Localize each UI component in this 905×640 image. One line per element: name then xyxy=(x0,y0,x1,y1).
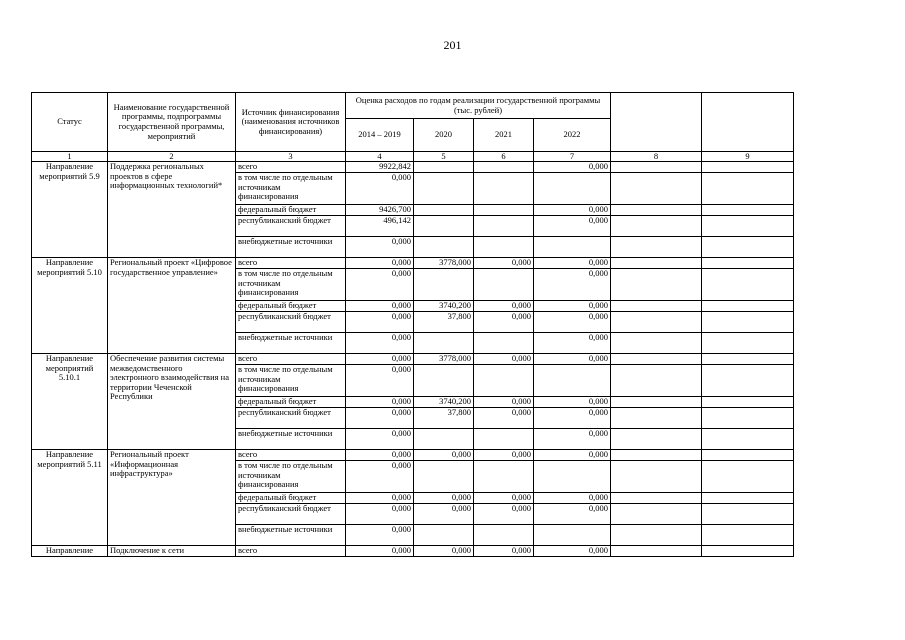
value-cell xyxy=(414,173,474,205)
source-cell: федеральный бюджет xyxy=(236,493,346,504)
value-cell: 0,000 xyxy=(346,237,414,258)
value-cell xyxy=(474,461,534,493)
value-cell: 0,000 xyxy=(346,397,414,408)
value-cell xyxy=(414,333,474,354)
value-cell xyxy=(702,408,794,429)
value-cell: 0,000 xyxy=(534,408,611,429)
column-number: 6 xyxy=(474,152,534,162)
value-cell: 0,000 xyxy=(534,301,611,312)
header-year-2024 xyxy=(702,93,794,152)
value-cell xyxy=(702,269,794,301)
value-cell xyxy=(534,365,611,397)
value-cell xyxy=(534,461,611,493)
column-number: 3 xyxy=(236,152,346,162)
value-cell xyxy=(611,237,702,258)
value-cell: 0,000 xyxy=(346,504,414,525)
source-cell: всего xyxy=(236,162,346,173)
source-cell: всего xyxy=(236,546,346,557)
value-cell xyxy=(611,408,702,429)
value-cell xyxy=(702,173,794,205)
value-cell xyxy=(702,397,794,408)
value-cell: 0,000 xyxy=(534,269,611,301)
value-cell xyxy=(414,162,474,173)
source-cell: в том числе по отдельным источникам финансирования xyxy=(236,173,346,205)
value-cell xyxy=(702,429,794,450)
value-cell: 0,000 xyxy=(414,546,474,557)
value-cell: 0,000 xyxy=(534,450,611,461)
value-cell: 0,000 xyxy=(346,365,414,397)
value-cell xyxy=(611,429,702,450)
value-cell: 0,000 xyxy=(534,546,611,557)
value-cell: 0,000 xyxy=(534,312,611,333)
value-cell: 0,000 xyxy=(346,450,414,461)
value-cell: 0,000 xyxy=(534,333,611,354)
value-cell xyxy=(702,312,794,333)
value-cell xyxy=(702,493,794,504)
value-cell: 0,000 xyxy=(346,333,414,354)
value-cell xyxy=(534,173,611,205)
value-cell xyxy=(702,333,794,354)
value-cell: 0,000 xyxy=(474,301,534,312)
header-year: 2014 – 2019 xyxy=(346,119,414,152)
status-cell: Направление мероприятий 5.10.1 xyxy=(32,354,108,450)
source-cell: в том числе по отдельным источникам финансирования xyxy=(236,461,346,493)
source-cell: республиканский бюджет xyxy=(236,216,346,237)
header-year: 2022 xyxy=(534,119,611,152)
value-cell xyxy=(611,450,702,461)
value-cell: 0,000 xyxy=(414,450,474,461)
value-cell xyxy=(611,301,702,312)
value-cell: 9922,842 xyxy=(346,162,414,173)
value-cell xyxy=(611,504,702,525)
value-cell xyxy=(414,429,474,450)
value-cell xyxy=(474,525,534,546)
value-cell xyxy=(611,546,702,557)
value-cell xyxy=(611,525,702,546)
source-cell: в том числе по отдельным источникам финансирования xyxy=(236,269,346,301)
value-cell xyxy=(702,354,794,365)
value-cell xyxy=(474,173,534,205)
value-cell xyxy=(611,258,702,269)
table-row xyxy=(32,162,794,173)
value-cell: 0,000 xyxy=(474,354,534,365)
source-cell: республиканский бюджет xyxy=(236,312,346,333)
value-cell: 37,800 xyxy=(414,312,474,333)
source-cell: республиканский бюджет xyxy=(236,504,346,525)
value-cell xyxy=(474,333,534,354)
source-cell: федеральный бюджет xyxy=(236,397,346,408)
source-cell: республиканский бюджет xyxy=(236,408,346,429)
value-cell xyxy=(611,269,702,301)
measure-name-cell: Региональный проект «Цифровое государственное управление» xyxy=(108,258,236,354)
value-cell xyxy=(702,365,794,397)
header-year: 2020 xyxy=(414,119,474,152)
value-cell: 0,000 xyxy=(474,493,534,504)
value-cell xyxy=(414,205,474,216)
value-cell xyxy=(534,525,611,546)
column-number: 4 xyxy=(346,152,414,162)
value-cell xyxy=(611,365,702,397)
value-cell: 9426,700 xyxy=(346,205,414,216)
value-cell xyxy=(611,461,702,493)
value-cell xyxy=(611,397,702,408)
table-row xyxy=(32,450,794,461)
value-cell: 0,000 xyxy=(534,504,611,525)
header-year: 2021 xyxy=(474,119,534,152)
column-number: 5 xyxy=(414,152,474,162)
value-cell: 0,000 xyxy=(534,205,611,216)
value-cell xyxy=(702,258,794,269)
value-cell xyxy=(611,493,702,504)
column-number: 7 xyxy=(534,152,611,162)
status-cell: Направление мероприятий 5.9 xyxy=(32,162,108,258)
table-body xyxy=(32,162,794,557)
header-year-2023 xyxy=(611,93,702,152)
header-source: Источник финансирования (наименования источников финансирования) xyxy=(236,93,346,152)
value-cell xyxy=(702,162,794,173)
value-cell: 0,000 xyxy=(534,162,611,173)
value-cell: 0,000 xyxy=(346,354,414,365)
value-cell: 0,000 xyxy=(534,354,611,365)
measure-name-cell: Обеспечение развития системы межведомственного электронного взаимодействия на территории Чеченской Республики xyxy=(108,354,236,450)
value-cell xyxy=(611,354,702,365)
value-cell: 0,000 xyxy=(534,429,611,450)
value-cell: 0,000 xyxy=(346,546,414,557)
value-cell xyxy=(611,216,702,237)
value-cell xyxy=(702,461,794,493)
value-cell: 0,000 xyxy=(474,504,534,525)
value-cell: 3740,200 xyxy=(414,397,474,408)
value-cell: 0,000 xyxy=(414,493,474,504)
table-header xyxy=(32,93,794,162)
measure-name-cell: Поддержка региональных проектов в сфере информационных технологий* xyxy=(108,162,236,258)
value-cell: 3778,000 xyxy=(414,258,474,269)
header-status: Статус xyxy=(32,93,108,152)
value-cell: 0,000 xyxy=(346,258,414,269)
value-cell: 0,000 xyxy=(474,546,534,557)
source-cell: федеральный бюджет xyxy=(236,205,346,216)
table-row xyxy=(32,354,794,365)
value-cell xyxy=(702,301,794,312)
table-row xyxy=(32,258,794,269)
value-cell: 0,000 xyxy=(346,269,414,301)
value-cell xyxy=(702,450,794,461)
value-cell: 0,000 xyxy=(346,301,414,312)
value-cell xyxy=(474,162,534,173)
table-row xyxy=(32,546,794,557)
source-cell: внебюджетные источники xyxy=(236,525,346,546)
value-cell: 0,000 xyxy=(346,493,414,504)
value-cell xyxy=(702,205,794,216)
value-cell xyxy=(474,365,534,397)
source-cell: внебюджетные источники xyxy=(236,237,346,258)
value-cell xyxy=(474,237,534,258)
value-cell xyxy=(702,525,794,546)
value-cell xyxy=(414,461,474,493)
column-number: 1 xyxy=(32,152,108,162)
value-cell: 0,000 xyxy=(474,258,534,269)
value-cell: 0,000 xyxy=(474,397,534,408)
budget-table xyxy=(31,92,794,557)
value-cell: 0,000 xyxy=(346,312,414,333)
value-cell: 0,000 xyxy=(346,461,414,493)
page-number: 201 xyxy=(443,38,462,52)
value-cell: 0,000 xyxy=(346,429,414,450)
value-cell xyxy=(702,216,794,237)
value-cell: 3778,000 xyxy=(414,354,474,365)
value-cell xyxy=(474,429,534,450)
value-cell: 0,000 xyxy=(534,493,611,504)
value-cell: 37,800 xyxy=(414,408,474,429)
value-cell: 0,000 xyxy=(414,504,474,525)
column-number: 2 xyxy=(108,152,236,162)
value-cell: 0,000 xyxy=(474,312,534,333)
value-cell: 0,000 xyxy=(534,216,611,237)
source-cell: внебюджетные источники xyxy=(236,429,346,450)
status-cell: Направление xyxy=(32,546,108,557)
value-cell xyxy=(611,173,702,205)
value-cell: 0,000 xyxy=(534,397,611,408)
value-cell: 0,000 xyxy=(534,258,611,269)
source-cell: всего xyxy=(236,450,346,461)
source-cell: всего xyxy=(236,258,346,269)
value-cell xyxy=(534,237,611,258)
status-cell: Направление мероприятий 5.10 xyxy=(32,258,108,354)
column-number: 8 xyxy=(611,152,702,162)
value-cell xyxy=(611,162,702,173)
value-cell: 0,000 xyxy=(474,450,534,461)
value-cell xyxy=(702,546,794,557)
measure-name-cell: Подключение к сети xyxy=(108,546,236,557)
value-cell: 0,000 xyxy=(346,408,414,429)
value-cell xyxy=(414,525,474,546)
value-cell xyxy=(474,205,534,216)
column-number-row xyxy=(32,152,794,162)
value-cell xyxy=(611,333,702,354)
value-cell: 496,142 xyxy=(346,216,414,237)
value-cell xyxy=(702,504,794,525)
source-cell: всего xyxy=(236,354,346,365)
value-cell: 0,000 xyxy=(474,408,534,429)
value-cell xyxy=(414,237,474,258)
value-cell: 3740,200 xyxy=(414,301,474,312)
measure-name-cell: Региональный проект «Информационная инфраструктура» xyxy=(108,450,236,546)
source-cell: внебюджетные источники xyxy=(236,333,346,354)
value-cell xyxy=(474,216,534,237)
value-cell xyxy=(414,269,474,301)
header-name: Наименование государственной программы, подпрограммы государственной программы, мероприятий xyxy=(108,93,236,152)
source-cell: в том числе по отдельным источникам финансирования xyxy=(236,365,346,397)
value-cell: 0,000 xyxy=(346,173,414,205)
value-cell xyxy=(474,269,534,301)
header-estimate: Оценка расходов по годам реализации государственной программы (тыс. рублей) xyxy=(346,93,611,119)
value-cell xyxy=(611,205,702,216)
column-number: 9 xyxy=(702,152,794,162)
value-cell xyxy=(414,216,474,237)
value-cell xyxy=(702,237,794,258)
status-cell: Направление мероприятий 5.11 xyxy=(32,450,108,546)
value-cell: 0,000 xyxy=(346,525,414,546)
value-cell xyxy=(611,312,702,333)
value-cell xyxy=(414,365,474,397)
source-cell: федеральный бюджет xyxy=(236,301,346,312)
